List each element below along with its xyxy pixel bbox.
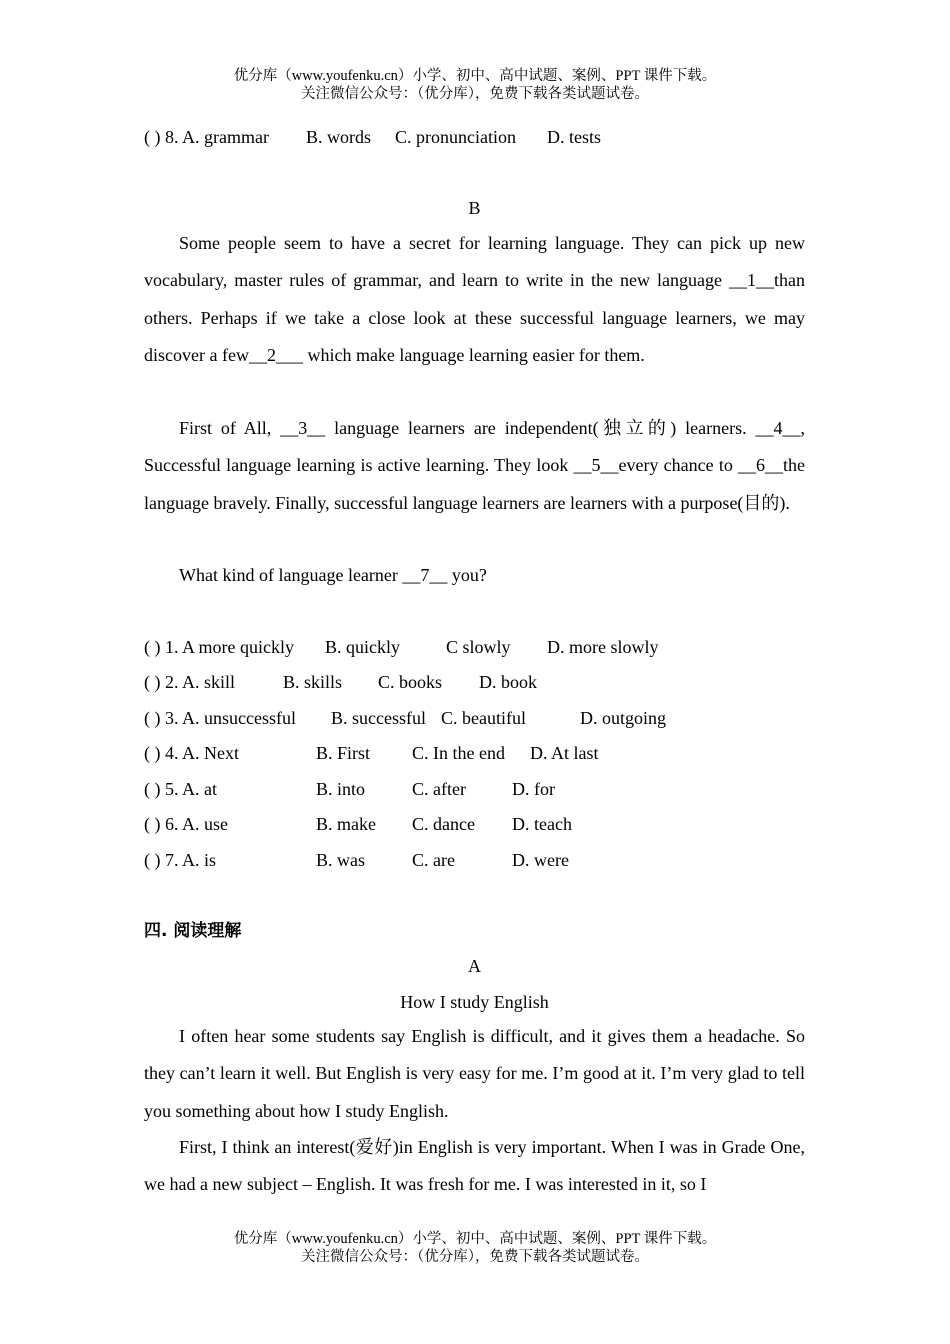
q3-option-b: B. successful — [331, 708, 426, 728]
section-4-heading: 四. 阅读理解 — [144, 921, 242, 941]
part-b-question-7 — [144, 848, 805, 872]
part-b-question-6 — [144, 812, 805, 836]
q6-option-c: C. dance — [412, 814, 475, 834]
part-b-question-2 — [144, 670, 805, 694]
q5-option-b: B. into — [316, 779, 366, 799]
part-b-question-1 — [144, 635, 805, 659]
part-b-question-5 — [144, 777, 805, 801]
page-header — [0, 67, 950, 103]
q1-option-b: B. quickly — [325, 637, 400, 657]
header-line-2: 关注微信公众号：（优分库），免费下载各类试题试卷。 — [301, 86, 649, 102]
q8-option-c: C. pronunciation — [395, 127, 516, 147]
part-b-question-4 — [144, 741, 805, 765]
q6-option-d: D. teach — [512, 814, 572, 834]
passage-title: How I study English — [400, 992, 549, 1012]
q7-option-c: C. are — [412, 850, 455, 870]
footer-line-2: 关注微信公众号：（优分库），免费下载各类试题试卷。 — [301, 1249, 649, 1265]
q7-stem-option-a: ( ) 7. A. is — [144, 850, 216, 870]
q1-option-c: C slowly — [446, 637, 511, 657]
question-8 — [144, 125, 805, 149]
q2-option-b: B. skills — [283, 672, 343, 692]
q3-option-c: C. beautiful — [441, 708, 526, 728]
q3-stem-option-a: ( ) 3. A. unsuccessful — [144, 708, 296, 728]
q7-option-d: D. were — [512, 850, 569, 870]
q4-stem-option-a: ( ) 4. A. Next — [144, 743, 239, 763]
page-footer — [0, 1230, 950, 1266]
passage-paragraph-2: First, I think an interest(爱好)in English is very important. When I was in Grade One, we had a new subject – English. It was fresh for me. I was interested in it, so I — [144, 1137, 805, 1195]
footer-line-1: 优分库（www.youfenku.cn）小学、初中、高中试题、案例、PPT 课件下载。 — [233, 1231, 717, 1247]
q5-stem-option-a: ( ) 5. A. at — [144, 779, 217, 799]
q6-stem-option-a: ( ) 6. A. use — [144, 814, 228, 834]
q5-option-c: C. after — [412, 779, 466, 799]
q4-option-d: D. At last — [530, 743, 599, 763]
q8-option-d: D. tests — [547, 127, 601, 147]
part-b-paragraph-1: Some people seem to have a secret for learning language. They can pick up new vocabulary, master rules of grammar, and learn to write in the new language __1__than others. Perhaps if we take a close look at these successful language learners, we may discover a few__2___ which make language learning easier for them. — [144, 233, 805, 365]
q8-stem-option-a: ( ) 8. A. grammar — [144, 127, 269, 147]
q4-option-b: B. First — [316, 743, 371, 763]
q5-option-d: D. for — [512, 779, 555, 799]
part-b-paragraph-3: What kind of language learner __7__ you? — [179, 565, 487, 585]
q7-option-b: B. was — [316, 850, 365, 870]
q1-option-d: D. more slowly — [547, 637, 659, 657]
q8-option-b: B. words — [306, 127, 372, 147]
q3-option-d: D. outgoing — [580, 708, 667, 728]
q2-option-d: D. book — [479, 672, 537, 692]
section-4-part-a-label: A — [468, 956, 481, 976]
q1-stem-option-a: ( ) 1. A more quickly — [144, 637, 294, 657]
part-b-paragraph-2: First of All, __3__ language learners are independent(独立的) learners. __4__, Successful language learning is active learning. They look __5__every chance to __6__the language bravely. Finally, successful language learners are learners with a purpose(目的). — [144, 418, 805, 513]
q6-option-b: B. make — [316, 814, 376, 834]
part-b-label: B — [468, 198, 481, 218]
part-b-question-3 — [144, 706, 805, 730]
passage-paragraph-1: I often hear some students say English is difficult, and it gives them a headache. So they can’t learn it well. But English is very easy for me. I’m good at it. I’m very glad to tell you something about how I study English. — [144, 1026, 805, 1121]
q2-option-c: C. books — [378, 672, 443, 692]
header-line-1: 优分库（www.youfenku.cn）小学、初中、高中试题、案例、PPT 课件下载。 — [233, 68, 717, 84]
q2-stem-option-a: ( ) 2. A. skill — [144, 672, 236, 692]
q4-option-c: C. In the end — [412, 743, 505, 763]
